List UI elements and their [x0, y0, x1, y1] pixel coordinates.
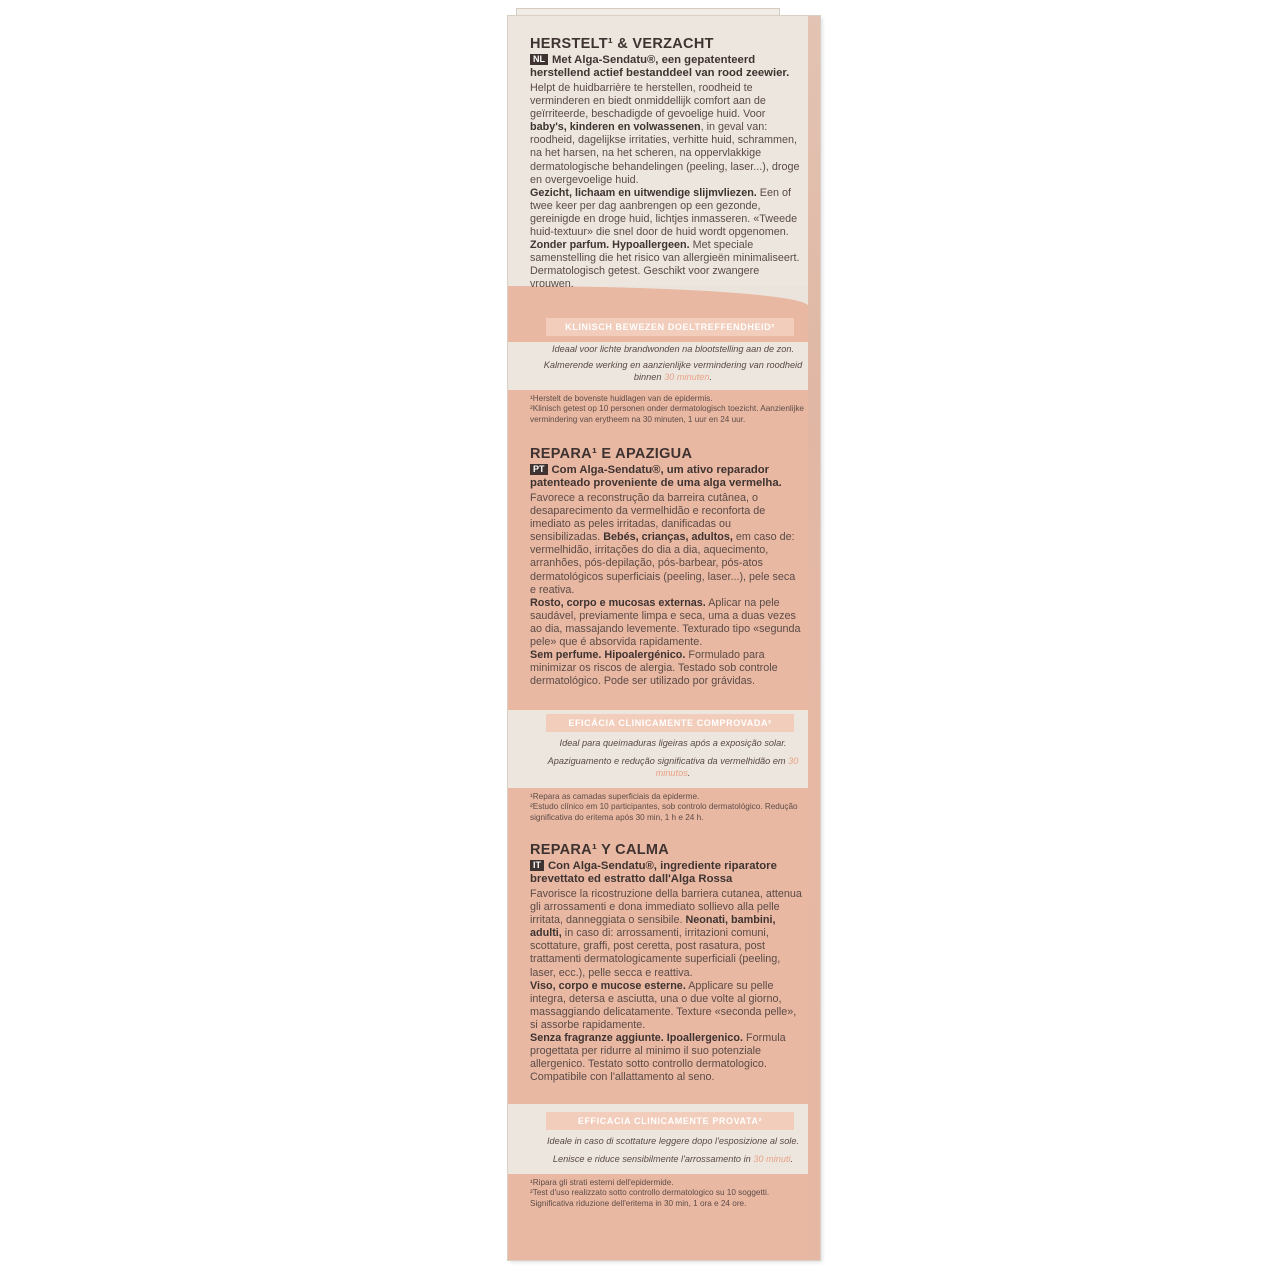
footnotes-it: ¹Ripara gli strati esterni dell'epidermide. ²Test d'uso realizzato sotto controllo dermatologico su 10 soggetti. Significativa riduzione dell'eritema in 30 min, 1 ora e 24 ore. [530, 1178, 770, 1208]
section-title-nl: HERSTELT¹ & VERZACHT [530, 36, 714, 52]
footnotes-nl: ¹Herstelt de bovenste huidlagen van de epidermis. ²Klinisch getest op 10 personen onder dermatologisch toezicht. Aanzienlijke vermindering van erytheem na 30 minuten, 1 uur en 24 uur. [530, 394, 804, 424]
lead-nl: NL Met Alga-Sendatu®, een gepatenteerd herstellend actief bestanddeel van rood zeewier. [530, 54, 790, 79]
section-it [530, 842, 802, 1084]
claim1-nl: Ideaal voor lichte brandwonden na blootstelling aan de zon. [551, 344, 795, 354]
body-it: Favorisce la ricostruzione della barriera cutanea, attenua gli arrossamenti e dona immediato sollievo alla pelle irritata, danneggiata o sensibile. Neonati, bambini, adulti, in caso di: arrossamenti, irritazioni comuni, scottature, graffi, post ceretta, post rasatura, post trattamenti dermatologicamente superficiali (peeling, laser, ecc.), pelle secca e reattiva. Viso, corpo e mucose esterne. Applicare su pelle integra, detersa e asciutta, una o due volte al giorno, massaggiando delicatamente. Texture «seconda pelle», si assorbe rapidamente. Senza fragranze aggiunte. Ipoallergenico. Formula progettata per ridurre al minimo il suo potenziale allergenico. Testato sotto controllo dermatologico. Compatibile con l'allattamento al seno. [530, 888, 802, 1084]
box-edge-strip [808, 16, 820, 1260]
lang-tag-nl: NL [530, 54, 548, 65]
product-box-side-panel [508, 16, 820, 1260]
section-title-pt: REPARA¹ E APAZIGUA [530, 446, 693, 462]
section-nl [530, 36, 802, 292]
footnotes-pt: ¹Repara as camadas superficiais da epiderme. ²Estudo clínico em 10 participantes, sob controlo dermatológico. Redução significativa do eritema após 30 min, 1 h e 24 h. [530, 792, 798, 822]
clinical-badge-pt: EFICÁCIA CLINICAMENTE COMPROVADA² [546, 714, 794, 732]
lead-it: IT Con Alga-Sendatu®, ingrediente riparatore brevettato ed estratto dall'Alga Rossa [530, 860, 777, 885]
claim2-it: Lenisce e riduce sensibilmente l'arrossamento in 30 minuti. [552, 1154, 794, 1164]
lead-pt: PT Com Alga-Sendatu®, um ativo reparador patenteado proveniente de uma alga vermelha. [530, 464, 782, 489]
claim2-nl: Kalmerende werking en aanzienlijke vermindering van roodheid binnen 30 minuten. [543, 360, 803, 382]
claim2-pt: Apaziguamento e redução significativa da vermelhidão em 30 minutos. [547, 756, 799, 778]
lang-tag-it: IT [530, 860, 544, 871]
body-pt: Favorece a reconstrução da barreira cutânea, o desaparecimento da vermelhidão e reconforta de imediato as peles irritadas, danificadas ou sensibilizadas. Bebés, crianças, adultos, em caso de: vermelhidão, irritações do dia a dia, aquecimento, arranhões, pós-depilação, pós-barbear, pós-atos dermatológicos superficiais (peeling, laser...), pele seca e reativa. Rosto, corpo e mucosas externas. Aplicar na pele saudável, previamente limpa e seca, uma a duas vezes ao dia, massajando levemente. Texturado tipo «segunda pele» que é absorvida rapidamente. Sem perfume. Hipoalergénico. Formulado para minimizar os riscos de alergia. Testado sob controle dermatológico. Pode ser utilizado por grávidas. [530, 492, 801, 688]
section-title-it: REPARA¹ Y CALMA [530, 842, 670, 858]
lang-tag-pt: PT [530, 464, 548, 475]
claim1-it: Ideale in caso di scottature leggere dopo l'esposizione al sole. [546, 1136, 800, 1146]
section-pt [530, 446, 802, 688]
clinical-badge-it: EFFICACIA CLINICAMENTE PROVATA² [546, 1112, 794, 1130]
claim1-pt: Ideal para queimaduras ligeiras após a exposição solar. [559, 738, 787, 748]
body-nl: Helpt de huidbarrière te herstellen, roodheid te verminderen en biedt onmiddellijk comfort aan de geïrriteerde, beschadigde of gevoelige huid. Voor baby's, kinderen en volwassenen, in geval van: roodheid, dagelijkse irritaties, verhitte huid, schrammen, na het harsen, na het scheren, na oppervlakkige dermatologische behandelingen (peeling, laser...), droge en overgevoelige huid. Gezicht, lichaam en uitwendige slijmvliezen. Een of twee keer per dag aanbrengen op een gezonde, gereinigde en droge huid, lichtjes inmasseren. «Tweede huid-textuur» die snel door de huid wordt opgenomen. Zonder parfum. Hypoallergeen. Met speciale samenstelling die het risico van allergieën minimaliseert. Dermatologisch getest. Geschikt voor zwangere vrouwen. [530, 82, 800, 291]
clinical-badge-nl: KLINISCH BEWEZEN DOELTREFFENDHEID² [546, 318, 794, 336]
